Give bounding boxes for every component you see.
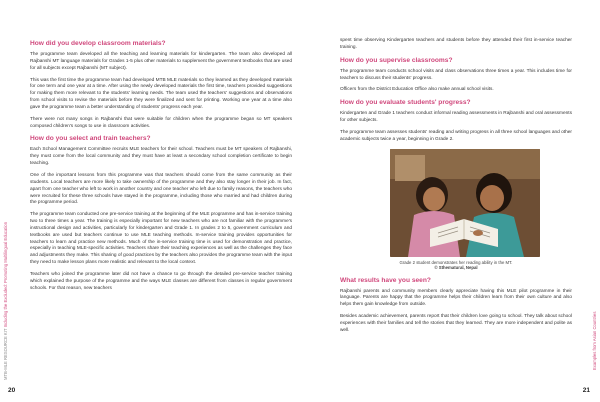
left-side-running-title (3, 221, 8, 380)
heading-supervise: How do you supervise classrooms? (340, 56, 453, 64)
left-page-number: 20 (8, 387, 16, 394)
paragraph: Kindergarten and Grade 1 teachers conduct informal reading assessments in Rajbanshi and oral assessments for other subjects. (340, 111, 572, 124)
paragraph: The programme team conducted one pre-service training at the beginning of the MLE programme and has in-service training two to three times a year. The training is especially important for new teachers who are not familiar with the programme's instructional design and activities, particularly for kindergarten and Grade 1. In grades 2 to 5, government curriculum and textbooks are used but teachers continue to use MLE teaching methods. In-service training provides opportunities for teachers to learn and practice new methods. Much of the in-service training time is used for demonstration and practice, especially in teaching MLE-specific activities. Teachers share their teaching experiences as well as the challenges they face and adjustments they make. This sharing of good practices by the teachers also provides the programme team with the input they need to make lesson plans more realistic and relevant to the local context. (30, 212, 292, 266)
right-page-column (340, 38, 572, 340)
paragraph: spent time observing Kindergarten teachers and students before they attended their first in-service teacher training. (340, 38, 572, 50)
left-page-column (30, 35, 292, 297)
classroom-photo (390, 149, 540, 257)
side-title-2: Including the Excluded: Promoting Multilingual Education (3, 221, 8, 328)
side-title-1: MTB-MLE RESOURCE KIT (3, 328, 8, 380)
heading-results: What results have you seen? (340, 276, 431, 284)
paragraph: There were not many songs in Rajbanshi that were suitable for children when the programme began so MT speakers composed children's songs to use in classroom activities. (30, 116, 292, 129)
heading-select-teachers: How do you select and train teachers? (30, 135, 151, 143)
paragraph: One of the important lessons from this programme was that teachers should come from the same community as their students. Local teachers are more likely to take ownership of the programme and they also stay longer in their job. In fact, apart from one teacher who left to work in another country and one teacher who left due to family reasons, the teachers who were recruited for these three schools have stayed in the programme, including those who married and had children during the programme period. (30, 172, 292, 206)
photo-credit: © Sthematural, Nepal (434, 265, 478, 271)
paragraph: Teachers who joined the programme later did not have a chance to go through the detailed pre-service teacher training which explained the purpose of the programme and the ways MLE classes are different from classes in regular government schools. For that reason, new teachers (30, 271, 292, 291)
paragraph: The programme team developed all the teaching and learning materials for kindergarten. The team also developed all Rajbanshi MT language materials for Grades 1-5 plus other materials to supplement the government textbooks that are used for all subjects except Rajbanshi (MT subject). (30, 52, 292, 71)
paragraph: Rajbanshi parents and community members clearly appreciate having this MLE pilot programme in their language. Parents are happy that the programme helps their children learn from their own culture and also helps them gain knowledge from outside. (340, 288, 572, 308)
photo-caption (340, 260, 572, 271)
heading-develop-materials: How did you develop classroom materials? (30, 40, 166, 47)
paragraph: The programme team conducts school visits and class observations three times a year. This includes time for teachers to discuss their students' progress. (340, 68, 572, 81)
photo-illustration (390, 149, 540, 257)
paragraph: Besides academic achievement, parents report that their children love going to school. They talk about school experiences with their families and tell the stories that they learned. They are more independent and polite as well. (340, 314, 572, 333)
caption-text: Grade 2 student demonstrates her reading ability in the MT. (399, 259, 513, 265)
right-side-running-title: Examples from Asian Countries (592, 311, 597, 370)
paragraph: The programme team assesses students' reading and writing progress in all three school languages and other academic subjects twice a year, beginning in Grade 2. (340, 129, 572, 142)
right-page-number: 21 (582, 387, 590, 394)
heading-evaluate: How do you evaluate students' progress? (340, 99, 471, 107)
paragraph: Officers from the District Education Office also make annual school visits. (340, 87, 494, 93)
paragraph: Each School Management Committee recruits MLE teachers for their school. Teachers must be MT speakers of Rajbanshi, they must come from the local community and they must have at least a secondary school completion certificate to begin teaching. (30, 147, 292, 167)
paragraph: This was the first time the programme team had developed MTB MLE materials so they learned as they developed materials for one term and one year at a time. After using the newly developed materials the first time, teachers provided suggestions for making them more relevant to the students' learning needs. The team used the teachers' suggestions and observations from school visits to revise the materials before they were finalized and sent for printing. Working one year at a time also gave the programme team a better understanding of students' progress each year. (30, 77, 292, 110)
